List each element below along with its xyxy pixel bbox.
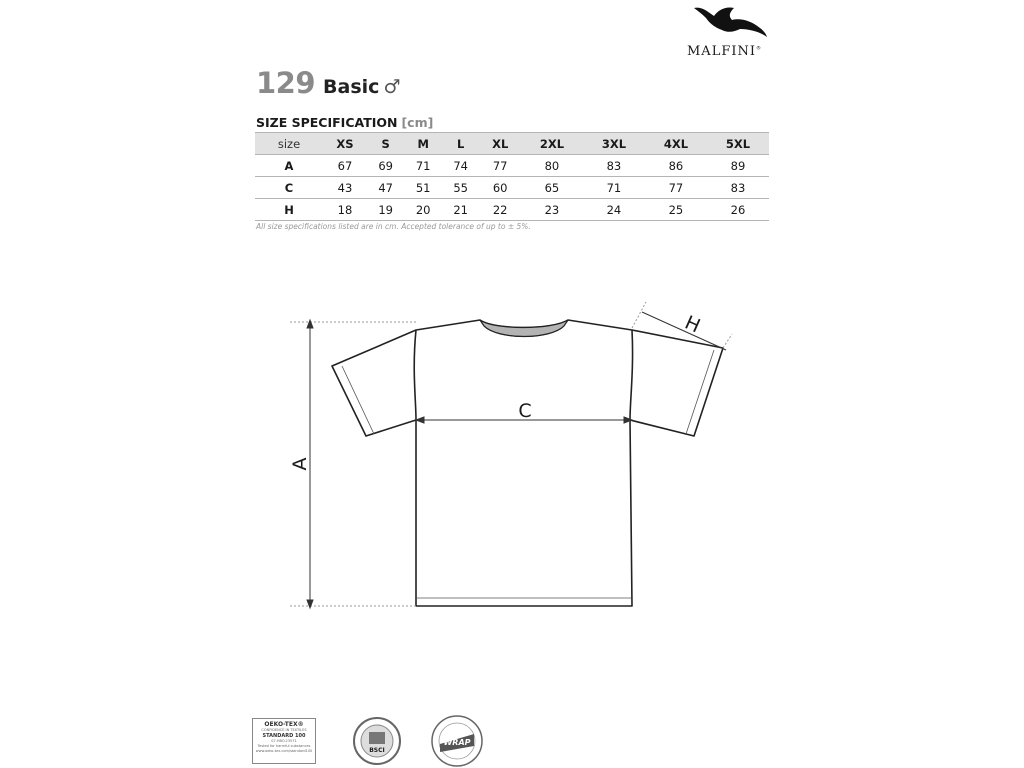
spec-heading-text: SIZE SPECIFICATION bbox=[256, 115, 398, 130]
table-cell: 20 bbox=[404, 199, 442, 221]
table-header-cell: size bbox=[255, 133, 323, 155]
bsci-badge bbox=[352, 716, 402, 766]
label-h: H bbox=[681, 311, 704, 338]
table-header-cell: XL bbox=[479, 133, 521, 155]
brand-name: MALFINI® bbox=[687, 44, 762, 59]
eagle-icon bbox=[688, 2, 768, 40]
product-title bbox=[256, 66, 400, 100]
tshirt-diagram bbox=[280, 300, 750, 620]
table-cell: 60 bbox=[479, 177, 521, 199]
oeko-tex-badge bbox=[252, 718, 316, 764]
table-cell: 47 bbox=[367, 177, 405, 199]
oeko-line4: Tested for harmful substances bbox=[257, 744, 311, 748]
table-cell: 83 bbox=[583, 155, 645, 177]
table-cell: 77 bbox=[645, 177, 707, 199]
bsci-label: BSCI bbox=[369, 747, 385, 754]
table-cell: 83 bbox=[707, 177, 769, 199]
table-cell: 51 bbox=[404, 177, 442, 199]
size-table bbox=[255, 132, 769, 221]
label-a: A bbox=[289, 457, 311, 471]
table-row bbox=[255, 177, 769, 199]
table-cell: 71 bbox=[583, 177, 645, 199]
product-number: 129 bbox=[256, 66, 316, 100]
table-cell: 80 bbox=[521, 155, 583, 177]
oeko-title: OEKO-TEX® bbox=[264, 721, 304, 728]
table-cell: 25 bbox=[645, 199, 707, 221]
collar-rib bbox=[480, 320, 568, 337]
certifications bbox=[252, 714, 502, 768]
table-header-cell: S bbox=[367, 133, 405, 155]
brand-logo bbox=[684, 2, 774, 62]
table-cell: 26 bbox=[707, 199, 769, 221]
table-header-cell: 4XL bbox=[645, 133, 707, 155]
table-cell: 55 bbox=[442, 177, 480, 199]
oeko-line5: www.oeko-tex.com/standard100 bbox=[255, 749, 313, 753]
tolerance-note: All size specifications listed are in cm. Accepted tolerance of up to ± 5%. bbox=[256, 222, 531, 231]
oeko-line1: CONFIDENCE IN TEXTILES bbox=[261, 728, 307, 732]
table-cell: 74 bbox=[442, 155, 480, 177]
oeko-line3: 07.HBO.23571 bbox=[271, 739, 297, 743]
table-cell: 65 bbox=[521, 177, 583, 199]
table-header-row bbox=[255, 133, 769, 155]
table-cell: 71 bbox=[404, 155, 442, 177]
table-row bbox=[255, 155, 769, 177]
table-cell: 18 bbox=[323, 199, 367, 221]
wrap-badge bbox=[430, 714, 484, 768]
dimension-h bbox=[632, 302, 732, 350]
table-cell: 77 bbox=[479, 155, 521, 177]
row-label: H bbox=[255, 199, 323, 221]
table-row bbox=[255, 199, 769, 221]
table-cell: 43 bbox=[323, 177, 367, 199]
table-header-cell: 3XL bbox=[583, 133, 645, 155]
table-cell: 24 bbox=[583, 199, 645, 221]
table-cell: 23 bbox=[521, 199, 583, 221]
gender-icon: ♂ bbox=[383, 76, 401, 98]
table-header-cell: 5XL bbox=[707, 133, 769, 155]
table-cell: 22 bbox=[479, 199, 521, 221]
table-cell: 21 bbox=[442, 199, 480, 221]
row-label: A bbox=[255, 155, 323, 177]
table-header-cell: 2XL bbox=[521, 133, 583, 155]
row-label: C bbox=[255, 177, 323, 199]
label-c: C bbox=[518, 400, 532, 422]
table-cell: 89 bbox=[707, 155, 769, 177]
table-header-cell: XS bbox=[323, 133, 367, 155]
table-header-cell: L bbox=[442, 133, 480, 155]
table-header-cell: M bbox=[404, 133, 442, 155]
tshirt-outline bbox=[332, 320, 723, 606]
oeko-line2: STANDARD 100 bbox=[262, 733, 306, 739]
spec-heading bbox=[256, 115, 433, 130]
product-name: Basic bbox=[323, 76, 380, 98]
table-cell: 19 bbox=[367, 199, 405, 221]
table-cell: 86 bbox=[645, 155, 707, 177]
wrap-label: WRAP bbox=[443, 738, 471, 747]
table-cell: 67 bbox=[323, 155, 367, 177]
table-cell: 69 bbox=[367, 155, 405, 177]
spec-unit: [cm] bbox=[401, 115, 434, 130]
